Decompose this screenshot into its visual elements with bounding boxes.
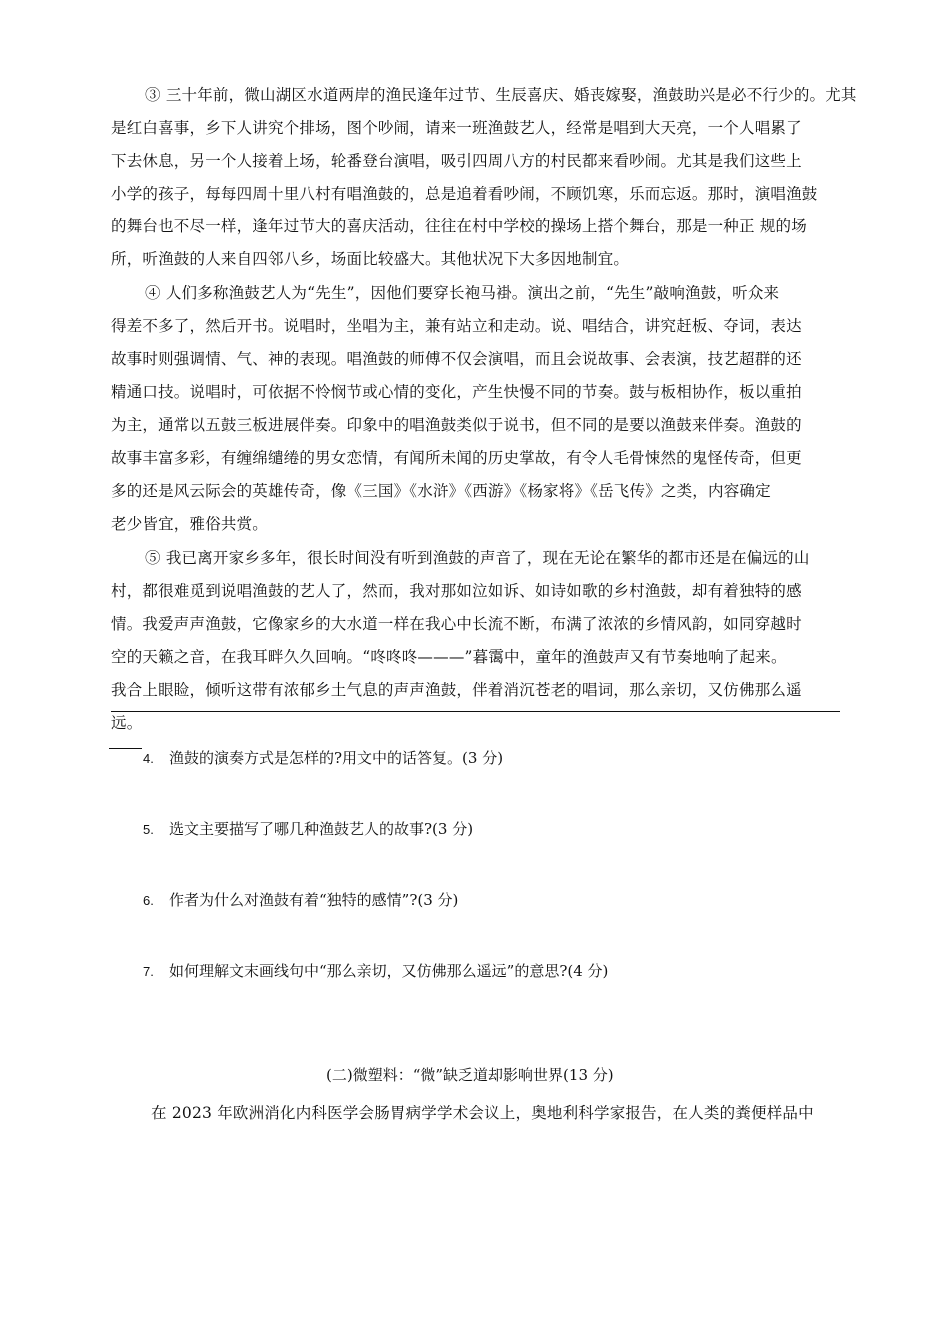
paragraph-4-line: 多的还是风云际会的英雄传奇，像《三国》《水浒》《西游》《杨家将》《岳飞传》之类，内容确定	[111, 482, 771, 500]
paragraph-3-line: ③ 三十年前，微山湖区水道两岸的渔民逢年过节、生辰喜庆、婚丧嫁娶，渔鼓助兴是必不行少的。尤其	[145, 86, 857, 104]
question-text: 作者为什么对渔鼓有着“独特的感情”?(3 分)	[169, 891, 459, 909]
paragraph-5-line: 我合上眼睑，倾听这带有浓郁乡土气息的声声渔鼓，伴着消沉苍老的唱词，那么亲切，又仿佛那么遥	[111, 681, 802, 699]
question-7	[143, 961, 608, 982]
section-2-title: (二)微塑料：“微”缺乏道却影响世界(13 分)	[326, 1066, 614, 1084]
question-number: 7.	[143, 964, 154, 979]
paragraph-3-line: 小学的孩子，每每四周十里八村有唱渔鼓的，总是追着看吵闹，不顾饥寒，乐而忘返。那时，演唱渔鼓	[111, 185, 818, 203]
paragraph-3-line: 是红白喜事，乡下人讲究个排场，图个吵闹，请来一班渔鼓艺人，经常是唱到大天亮，一个人唱累了	[111, 119, 802, 137]
paragraph-3-line: 的舞台也不尽一样，逢年过节大的喜庆活动，往往在村中学校的操场上搭个舞台，那是一种正 规的场	[111, 217, 807, 235]
question-text: 选文主要描写了哪几种渔鼓艺人的故事?(3 分)	[169, 820, 474, 838]
paragraph-5-line: 情。我爱声声渔鼓，它像家乡的大水道一样在我心中长流不断，布满了浓浓的乡情风韵，如同穿越时	[111, 615, 802, 633]
paragraph-4-line: 故事时则强调情、气、神的表现。唱渔鼓的师傅不仅会演唱，而且会说故事、会表演，技艺超群的还	[111, 350, 802, 368]
question-text: 渔鼓的演奏方式是怎样的?用文中的话答复。(3 分)	[169, 749, 504, 767]
paragraph-4-line: 为主，通常以五鼓三板进展伴奏。印象中的唱渔鼓类似于说书，但不同的是要以渔鼓来伴奏。渔鼓的	[111, 416, 802, 434]
paragraph-5-line: 远。	[111, 714, 143, 732]
paragraph-4-line: 故事丰富多彩，有缠绵缱绻的男女恋情，有闻所未闻的历史掌故，有令人毛骨悚然的鬼怪传奇，但更	[111, 449, 802, 467]
underline-rule	[111, 711, 840, 712]
paragraph-4-line: 精通口技。说唱时，可依据不怜悯节或心情的变化，产生快慢不同的节奏。鼓与板相协作，板以重拍	[111, 383, 802, 401]
question-4	[143, 748, 503, 769]
paragraph-5-line: ⑤ 我已离开家乡多年，很长时间没有听到渔鼓的声音了，现在无论在繁华的都市还是在偏远的山	[145, 549, 810, 567]
paragraph-4-line: 老少皆宜，雅俗共赏。	[111, 515, 269, 533]
question-text: 如何理解文末画线句中“那么亲切，又仿佛那么遥远”的意思?(4 分)	[169, 962, 609, 980]
paragraph-4-line: ④ 人们多称渔鼓艺人为“先生”，因他们要穿长袍马褂。演出之前，“先生”敲响渔鼓，听众来	[145, 284, 780, 302]
paragraph-4-line: 得差不多了，然后开书。说唱时，坐唱为主，兼有站立和走动。说、唱结合，讲究赶板、夺词，表达	[111, 317, 802, 335]
question-number: 4.	[143, 751, 154, 766]
section-2-first-line: 在 2023 年欧洲消化内科医学会肠胃病学学术会议上，奥地利科学家报告，在人类的粪便样品中	[151, 1104, 814, 1122]
paragraph-5-line: 空的天籁之音，在我耳畔久久回响。“咚咚咚———”暮霭中，童年的渔鼓声又有节奏地响了起来。	[111, 648, 787, 666]
paragraph-3-line: 所，听渔鼓的人来自四邻八乡，场面比较盛大。其他状况下大多因地制宜。	[111, 250, 630, 268]
short-rule	[109, 748, 142, 749]
question-number: 5.	[143, 822, 154, 837]
question-6	[143, 890, 458, 911]
question-5	[143, 819, 473, 840]
paragraph-5-line: 村，都很难觅到说唱渔鼓的艺人了，然而，我对那如泣如诉、如诗如歌的乡村渔鼓，却有着独特的感	[111, 582, 802, 600]
paragraph-3-line: 下去休息，另一个人接着上场，轮番登台演唱，吸引四周八方的村民都来看吵闹。尤其是我们这些上	[111, 152, 802, 170]
question-number: 6.	[143, 893, 154, 908]
